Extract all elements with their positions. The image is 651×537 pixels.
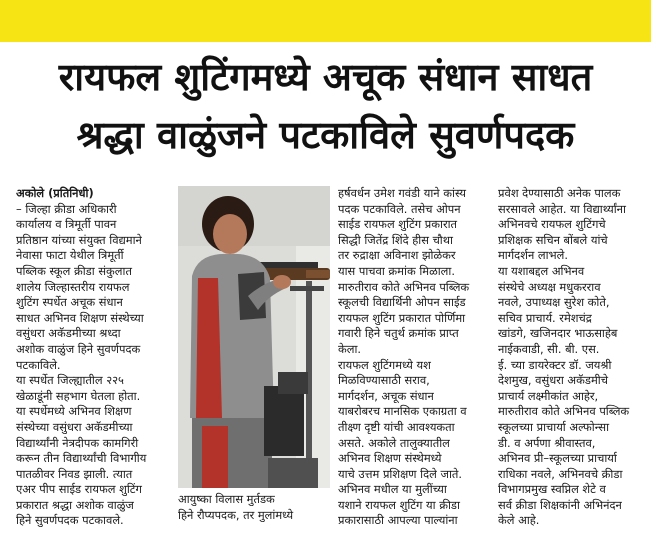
column-1-text: – जिल्हा क्रीडा अधिकारी कार्यालय व त्रिमूर्ती पावन प्रतिष्ठान यांच्या संयुक्त विद्यमाने नेवासा फाटा येथील त्रिमूर्ती पब्लिक स्कूल क्रीडा संकुलात शालेय जिल्हास्तरीय रायफल शुटिंग स्पर्धेत अचूक संधान साधत अभिनव शिक्षण संस्थेच्या वसुंधरा अकॅडमीच्या श्रध्दा अशोक वाळुंज हिने सुवर्णपदक पटकाविले. या स्पर्धेत जिल्ह्यातील २२५ खेळाडूंनी सहभाग घेतला होता. या स्पर्धेमध्ये अभिनव शिक्षण संस्थेच्या वसुंधरा अकॅडमीच्या विद्यार्थ्यांनी नेत्रदीपक कामगिरी करून तीन विद्यार्थ्यांची विभागीय पातळीवर निवड झाली. त्यात एअर पीप साईड रायफल शुटिंग प्रकारात श्रद्धा अशोक वाळुंज हिने सुवर्णपदक पटकावले.	[16, 201, 147, 528]
news-photo	[178, 186, 330, 488]
headline-line-2: श्रद्धा वाळुंजने पटकाविले सुवर्णपदक	[76, 113, 575, 157]
photo-caption: आयुष्का विलास मुर्तडक हिने रौप्यपदक, तर मुलांमध्ये	[178, 492, 294, 522]
article-column-2: हर्षवर्धन उमेश गवंडी याने कांस्य पदक पटकाविले. तसेच ओपन साईड रायफल शुटिंग प्रकारात सिद्धी जितेंद्र शिंदे हीस चौथा तर रुद्राक्षा अविनाश झोळेकर यास पाचवा क्रमांक मिळाला. मारुतीराव कोते अभिनव पब्लिक स्कूलची विद्यार्थिनी ओपन साईड रायफल शुटिंग प्रकारात पोर्णिमा गवारी हिने चतुर्थ क्रमांक प्राप्त केला. रायफल शुटिंगमध्ये यश मिळविण्यासाठी सराव, मार्गदर्शन, अचूक संधान याबरोबरच मानसिक एकाग्रता व तीक्ष्ण दृष्टी यांची आवश्यकता असते. अकोले तालुक्यातील अभिनव शिक्षण संस्थेमध्ये याचे उत्तम प्रशिक्षण दिले जाते. अभिनव मधील या मुलींच्या यशाने रायफल शुटिंग या क्रीडा प्रकारासाठी आपल्या पाल्यांना	[338, 186, 470, 528]
top-banner	[0, 0, 651, 42]
dateline: अकोले (प्रतिनिधी)	[16, 186, 94, 200]
article-column-1	[16, 186, 170, 529]
headline-line-1: रायफल शुटिंगमध्ये अचूक संधान साधत	[58, 55, 593, 99]
article-column-3: प्रवेश देण्यासाठी अनेक पालक सरसावले आहेत. या विद्यार्थ्यांना अभिनवचे रायफल शुटिंगचे प्रशिक्षक सचिन बोंबले यांचे मार्गदर्शन लाभले. या यशाबद्दल अभिनव संस्थेचे अध्यक्ष मधुकरराव नवले, उपाध्यक्ष सुरेश कोते, सचिव प्राचार्य. रमेशचंद्र खांडगे, खजिनदार भाऊसाहेब नाईकवाडी, सी. बी. एस. ई. च्या डायरेक्टर डॉ. जयश्री देशमुख, वसुंधरा अकॅडमीचे प्राचार्य लक्ष्मीकांत आहेर, मारुतीराव कोते अभिनव पब्लिक स्कूलच्या प्राचार्या अल्फोन्सा डी. व अर्पणा श्रीवास्तव, अभिनव प्री–स्कूलच्या प्राचार्या राधिका नवले, अभिनवचे क्रीडा विभागप्रमुख स्वप्निल शेटे व सर्व क्रीडा शिक्षकांनी अभिनंदन केले आहे.	[498, 186, 630, 528]
